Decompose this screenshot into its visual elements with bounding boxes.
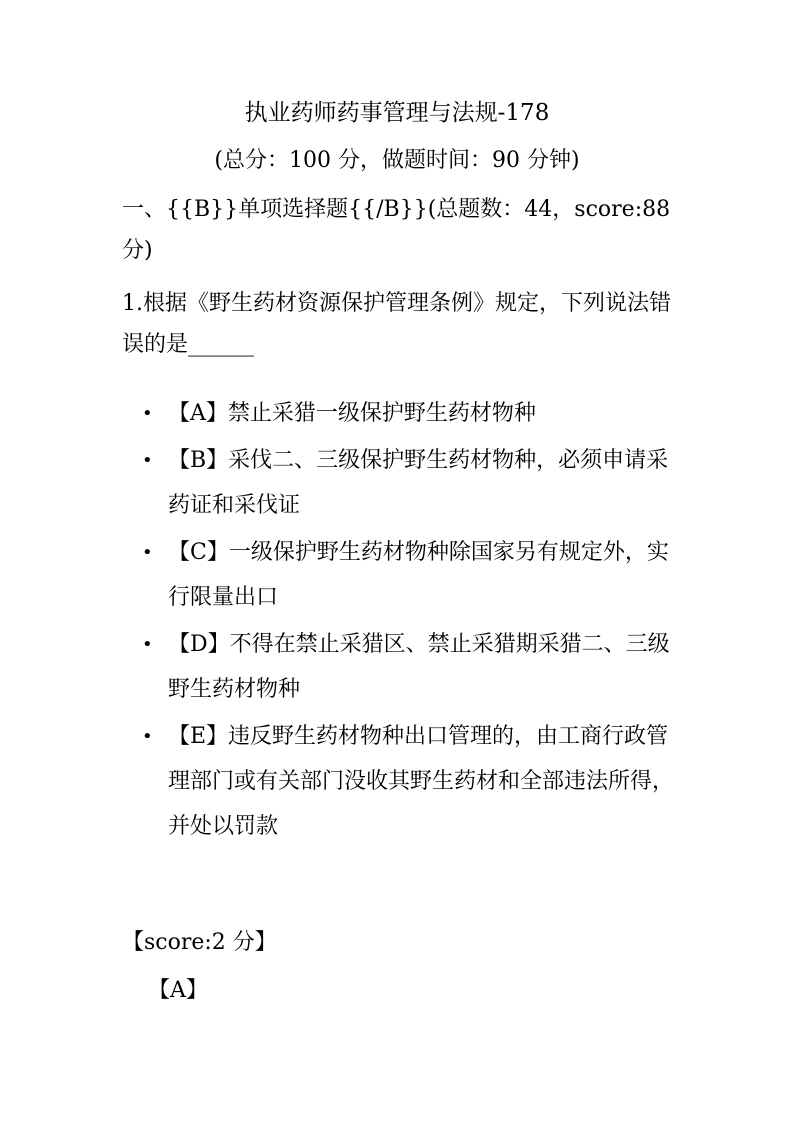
option-a <box>142 391 682 436</box>
question-text: 1.根据《野生药材资源保护管理条例》规定，下列说法错误的是______ <box>122 291 671 357</box>
option-c <box>142 530 682 620</box>
bullet-icon: • <box>142 726 153 747</box>
option-b <box>142 438 682 528</box>
option-label: 【D】不得在禁止采猎区、禁止采猎期采猎二、三级野生药材物种 <box>168 632 670 702</box>
section-heading: 一、{{B}}单项选择题{{/B}}(总题数：44，score:88 分) <box>122 197 671 263</box>
exam-info: (总分：100 分，做题时间：90 分钟) <box>214 148 580 173</box>
option-label: 【E】违反野生药材物种出口管理的，由工商行政管理部门或有关部门没收其野生药材和全部违法所得，并处以罚款 <box>168 724 675 839</box>
bullet-icon: • <box>142 450 153 471</box>
score-label: 【score:2 分】 <box>122 930 277 955</box>
option-list <box>142 391 682 851</box>
bullet-icon: • <box>142 403 153 424</box>
answer-label: 【A】 <box>148 978 208 1003</box>
bullet-icon: • <box>142 634 153 655</box>
bullet-icon: • <box>142 542 153 563</box>
option-e <box>142 714 682 849</box>
option-d <box>142 622 682 712</box>
page-title: 执业药师药事管理与法规-178 <box>244 100 550 126</box>
option-label: 【C】一级保护野生药材物种除国家另有规定外，实行限量出口 <box>168 540 669 610</box>
option-label: 【B】采伐二、三级保护野生药材物种，必须申请采药证和采伐证 <box>168 448 669 518</box>
option-label: 【A】禁止采猎一级保护野生药材物种 <box>168 401 536 426</box>
